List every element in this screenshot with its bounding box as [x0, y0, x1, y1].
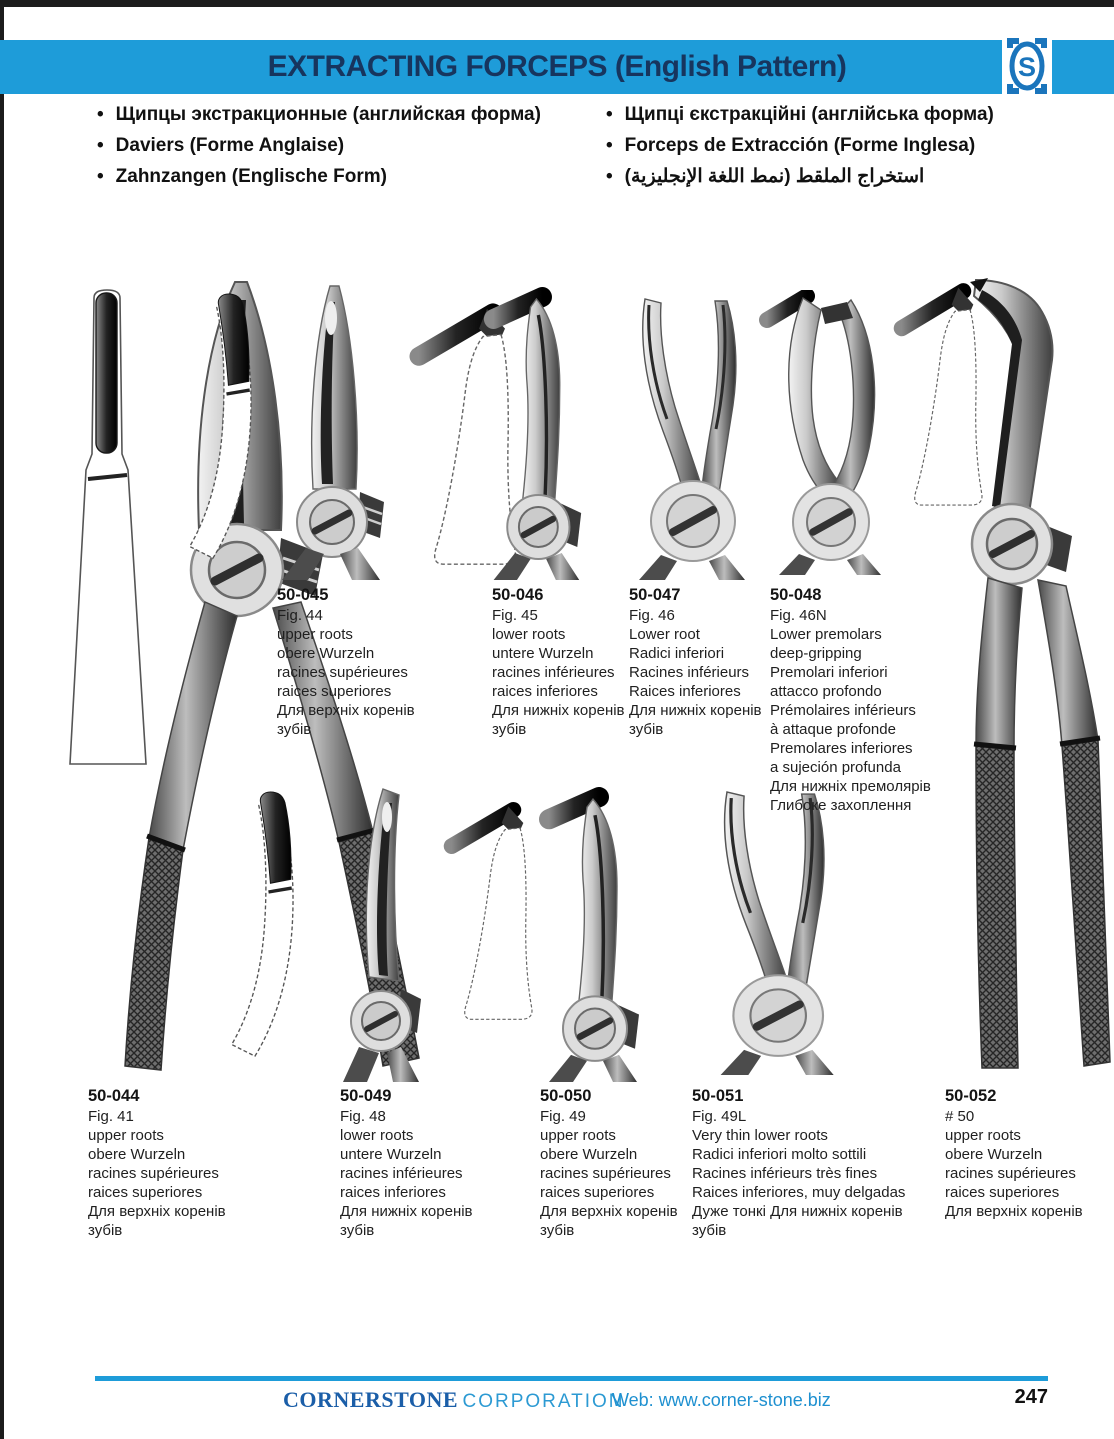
- product-description: upper roots obere Wurzeln racines supérieures raices superiores Для верхніх коренів зубів: [277, 626, 415, 738]
- product-description: lower roots untere Wurzeln racines inférieures raices inferiores Для нижніх коренів зубів: [492, 626, 625, 738]
- bullets-right: [606, 99, 1086, 192]
- product-description: Lower root Radici inferiori Racines inférieurs Raices inferiores Для нижніх коренів зубів: [629, 626, 762, 738]
- product-code: 50-051: [692, 1087, 744, 1105]
- tip-profile-50-045: [180, 292, 272, 564]
- bullet-dot: •: [606, 104, 613, 125]
- product-photo-50-047: [615, 295, 765, 580]
- product-code: 50-044: [88, 1087, 140, 1105]
- product-description: upper roots obere Wurzeln racines supérieures raices superiores Для верхніх коренів: [945, 1127, 1083, 1220]
- product-photo-50-046: [480, 285, 587, 580]
- product-photo-50-049: [335, 785, 425, 1082]
- product-figure: Fig. 49L: [692, 1108, 747, 1125]
- product-figure: Fig. 46: [629, 607, 675, 624]
- product-figure: Fig. 46N: [770, 607, 827, 624]
- product-figure: Fig. 49: [540, 1108, 586, 1125]
- cornerstone-logo: [1002, 33, 1052, 99]
- page-top-border: [0, 0, 1114, 7]
- product-code: 50-045: [277, 586, 329, 604]
- bullet-de: • Zahnzangen (Englische Form): [97, 161, 577, 192]
- page-title: EXTRACTING FORCEPS (English Pattern): [267, 50, 847, 83]
- product-code: 50-049: [340, 1087, 392, 1105]
- brand-suffix: CORPORATION: [462, 1391, 625, 1412]
- footer-brand: [283, 1387, 625, 1413]
- footer-website: Web: www.corner-stone.biz: [612, 1390, 831, 1410]
- tip-profile-50-049: [222, 790, 314, 1062]
- product-50-045: [277, 585, 527, 739]
- product-photo-50-050: [535, 785, 645, 1082]
- product-50-051: [692, 1086, 972, 1240]
- product-code: 50-048: [770, 586, 822, 604]
- bullet-dot: •: [97, 135, 104, 156]
- product-50-052: [945, 1086, 1114, 1221]
- bullet-dot: •: [97, 166, 104, 187]
- bullet-dot: •: [606, 135, 613, 156]
- product-figure: Fig. 45: [492, 607, 538, 624]
- bullets-left: [97, 99, 577, 192]
- product-code: 50-046: [492, 586, 544, 604]
- product-figure: Fig. 48: [340, 1108, 386, 1125]
- cornerstone-logo-icon: [1005, 36, 1049, 96]
- footer-rule: [95, 1376, 1048, 1381]
- product-description: Very thin lower roots Radici inferiori molto sottili Racines inférieurs très fines Raices inferiores, muy delgadas Дуже тонкі Для нижніх коренів зубів: [692, 1127, 906, 1239]
- product-figure: Fig. 41: [88, 1108, 134, 1125]
- product-figure: Fig. 44: [277, 607, 323, 624]
- bullet-dot: •: [606, 166, 613, 187]
- product-description: upper roots obere Wurzeln racines supérieures raices superiores Для верхніх коренів зубів: [540, 1127, 678, 1239]
- product-50-048: [770, 585, 1020, 815]
- product-code: 50-050: [540, 1087, 592, 1105]
- product-photo-50-045: [268, 282, 392, 580]
- product-description: lower roots untere Wurzeln racines inférieures raices inferiores Для нижніх коренів зубів: [340, 1127, 473, 1239]
- product-figure: # 50: [945, 1108, 975, 1125]
- page-left-border: [0, 0, 4, 1439]
- product-photo-50-048: [755, 290, 905, 575]
- bullet-ru: • Щипцы экстракционные (английская форма): [97, 99, 577, 130]
- brand-name: CORNERSTONE: [283, 1387, 459, 1412]
- bullet-es: • Forceps de Extracción (Forme Inglesa): [606, 130, 1086, 161]
- product-description: Lower premolars deep-gripping Premolari inferiori attacco profondo Prémolaires inférieurs à attaque profonde Premolares inferiores a sujeción profunda Для нижніх премолярів Глибоке захоплення: [770, 626, 931, 814]
- product-code: 50-052: [945, 1087, 997, 1105]
- product-50-044: [88, 1086, 338, 1240]
- page-number: 247: [1014, 1386, 1048, 1408]
- svg-text:S: S: [1017, 52, 1037, 82]
- tip-profile-50-050: [440, 795, 540, 1030]
- bullet-ar: • استخراج الملقط (نمط اللغة الإنجليزية): [606, 161, 1086, 192]
- product-description: upper roots obere Wurzeln racines supérieures raices superiores Для верхніх коренів зубів: [88, 1127, 226, 1239]
- product-photo-50-051: [695, 788, 855, 1075]
- product-code: 50-047: [629, 586, 681, 604]
- bullet-uk: • Щипці єкстракційні (англійська форма): [606, 99, 1086, 130]
- bullet-dot: •: [97, 104, 104, 125]
- bullet-fr: • Daviers (Forme Anglaise): [97, 130, 577, 161]
